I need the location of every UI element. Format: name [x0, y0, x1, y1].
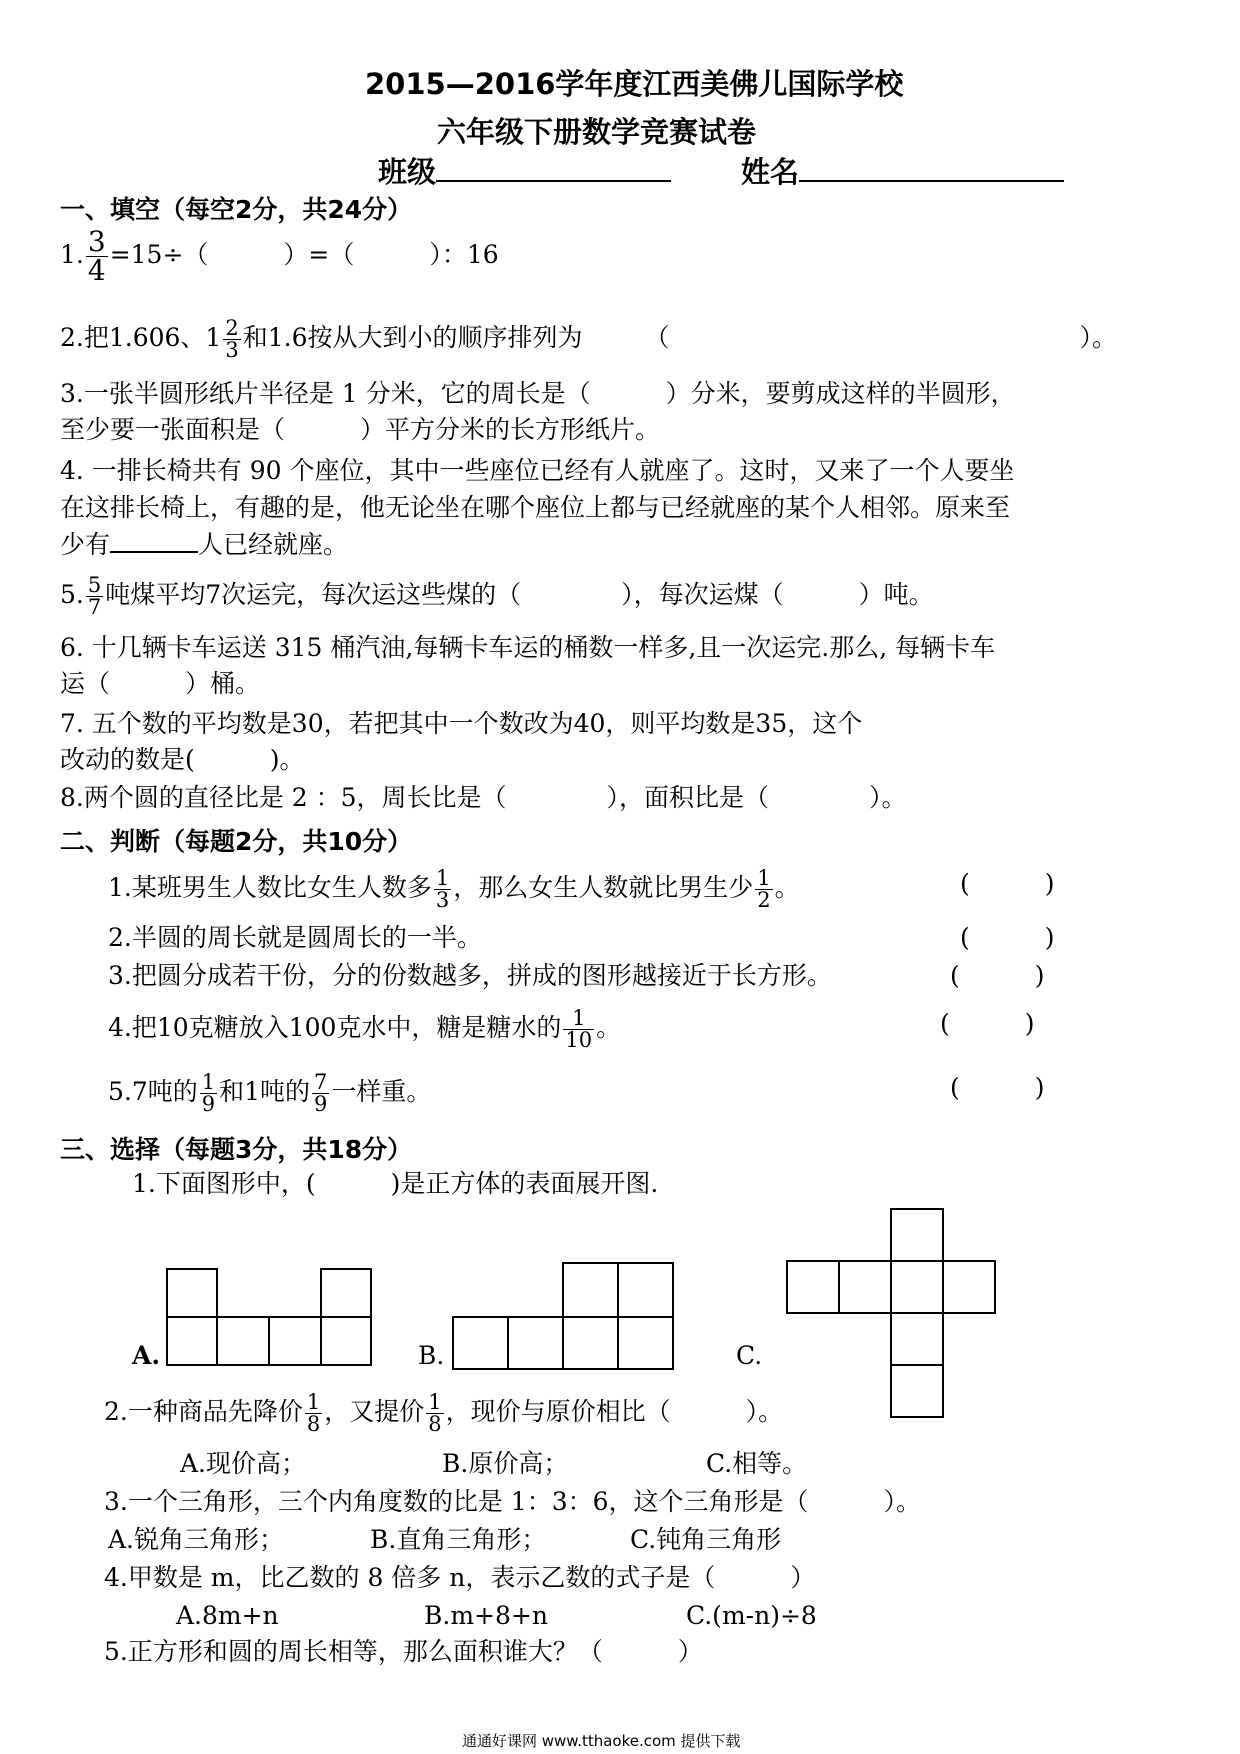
net-square	[890, 1260, 944, 1314]
net-square	[890, 1312, 944, 1366]
net-square	[786, 1260, 840, 1314]
fraction: $\frac{1}{2}$	[757, 866, 771, 912]
answer-blank[interactable]: （	[644, 323, 670, 352]
footer-source: 通通好课网 www.tthaoke.com 提供下载	[462, 1732, 741, 1750]
net-square	[562, 1316, 619, 1370]
fraction: $\frac{1}{8}$	[306, 1390, 321, 1436]
answer-blank[interactable]	[110, 551, 198, 553]
s1-q6-line2: 运（ ）桶。	[60, 669, 261, 698]
section1-title: 一、填空（每空2分，共24分）	[60, 195, 413, 224]
s2-q3: 3.把圆分成若干份，分的份数越多，拼成的图形越接近于长方形。	[108, 961, 832, 990]
class-label: 班级	[378, 155, 437, 189]
s1-q5: 5. $\frac{5}{7}$ 吨煤平均7次运完，每次运这些煤的（ ），每次运煤（ ）吨。	[60, 573, 934, 619]
s2-q2-answer[interactable]: ( )	[960, 923, 1055, 952]
s1-q4-line1: 4. 一排长椅共有 90 个座位，其中一些座位已经有人就座了。这时，又来了一个人要坐	[60, 456, 1015, 485]
section3-title: 三、选择（每题3分，共18分）	[60, 1135, 413, 1164]
s3-q5: 5.正方形和圆的周长相等，那么面积谁大？（ ）	[104, 1637, 703, 1666]
s1-q2: 2.把1.606、1 $\frac{2}{3}$ 和1.6按从大到小的顺序排列为 （ ）。	[60, 316, 1118, 362]
s3-q3: 3.一个三角形，三个内角度数的比是 1：3：6，这个三角形是（ ）。	[104, 1487, 922, 1516]
s2-q4-answer[interactable]: ( )	[940, 1009, 1035, 1038]
fraction: $\frac{1}{3}$	[435, 866, 450, 912]
s1-q1: 1. $\frac{3}{4}$ =15÷（ ）=（ ）：16	[60, 225, 499, 287]
exam-title-line2: 六年级下册数学竞赛试卷	[437, 115, 757, 149]
name-label: 姓名	[741, 155, 800, 189]
s3-q3-opt-a[interactable]: A.锐角三角形；	[108, 1525, 285, 1554]
s3-q1: 1.下面图形中，( )是正方体的表面展开图.	[132, 1169, 659, 1198]
s1-q7-line2: 改动的数是( )。	[60, 745, 305, 774]
net-square	[890, 1364, 944, 1418]
s3-q2-opt-a[interactable]: A.现价高；	[180, 1449, 307, 1478]
net-square	[507, 1316, 564, 1370]
class-field	[378, 150, 1064, 191]
fraction: $\frac{1}{9}$	[201, 1070, 216, 1116]
option-a-label[interactable]: A.	[132, 1341, 161, 1370]
net-square	[942, 1260, 996, 1314]
s3-q4: 4.甲数是 m，比乙数的 8 倍多 n，表示乙数的式子是（ ）	[104, 1563, 816, 1592]
s1-q4-line2: 在这排长椅上，有趣的是，他无论坐在哪个座位上都与已经就座的某个人相邻。原来至	[60, 493, 1011, 522]
exam-title-line1: 2015—2016学年度江西美佛儿国际学校	[365, 67, 904, 101]
s3-q4-opt-c[interactable]: C.(m-n)÷8	[686, 1601, 817, 1630]
fraction: $\frac{1}{10}$	[565, 1006, 593, 1052]
s3-q3-opt-b[interactable]: B.直角三角形；	[370, 1525, 547, 1554]
s2-q1: 1.某班男生人数比女生人数多 $\frac{1}{3}$ ，那么女生人数就比男生少 $\frac{1}{2}$ 。	[108, 866, 800, 912]
s3-q4-opt-b[interactable]: B.m+8+n	[424, 1601, 548, 1630]
fraction: $\frac{1}{8}$	[428, 1390, 442, 1436]
section2-title: 二、判断（每题2分，共10分）	[60, 827, 413, 856]
s1-q3-line1: 3.一张半圆形纸片半径是 1 分米，它的周长是（ ）分米，要剪成这样的半圆形，	[60, 379, 1016, 408]
s2-q5-answer[interactable]: ( )	[950, 1073, 1045, 1102]
s1-q4-line3: 少有 人已经就座。	[60, 530, 349, 559]
net-square	[562, 1262, 619, 1318]
net-square	[216, 1316, 270, 1366]
option-c-label[interactable]: C.	[736, 1341, 763, 1370]
s2-q2: 2.半圆的周长就是圆周长的一半。	[108, 923, 482, 952]
option-b-label[interactable]: B.	[418, 1341, 445, 1370]
s3-q2-opt-c[interactable]: C.相等。	[706, 1449, 808, 1478]
net-square	[617, 1262, 674, 1318]
net-square	[166, 1316, 218, 1366]
s1-q3-line2: 至少要一张面积是（ ）平方分米的长方形纸片。	[60, 415, 661, 444]
name-blank[interactable]	[799, 180, 1064, 182]
s3-q2-opt-b[interactable]: B.原价高；	[442, 1449, 569, 1478]
s1-q6-line1: 6. 十几辆卡车运送 315 桶汽油,每辆卡车运的桶数一样多,且一次运完.那么, 每辆卡车	[60, 633, 996, 662]
net-square	[838, 1260, 892, 1314]
net-square	[320, 1268, 372, 1318]
s2-q1-answer[interactable]: ( )	[960, 869, 1055, 898]
net-square	[452, 1316, 509, 1370]
s1-q7-line1: 7. 五个数的平均数是30，若把其中一个数改为40，则平均数是35，这个	[60, 709, 863, 738]
fraction: $\frac{3}{4}$	[87, 225, 106, 287]
s2-q3-answer[interactable]: ( )	[950, 961, 1045, 990]
fraction: $\frac{5}{7}$	[87, 573, 102, 619]
fraction: $\frac{7}{9}$	[314, 1070, 328, 1116]
s3-q3-opt-c[interactable]: C.钝角三角形	[630, 1525, 782, 1554]
net-square	[617, 1316, 674, 1370]
net-square	[166, 1268, 218, 1318]
s2-q4: 4.把10克糖放入100克水中，糖是糖水的 $\frac{1}{10}$ 。	[108, 1006, 622, 1052]
s2-q5: 5.7吨的 $\frac{1}{9}$ 和1吨的 $\frac{7}{9}$ 一样重。	[108, 1070, 432, 1116]
net-square	[268, 1316, 322, 1366]
s3-q4-opt-a[interactable]: A.8m+n	[176, 1601, 279, 1630]
s1-q8: 8.两个圆的直径比是 2 ：5，周长比是（ ），面积比是（ ）。	[60, 783, 907, 812]
fraction: $\frac{2}{3}$	[225, 316, 239, 362]
net-square	[890, 1208, 944, 1262]
net-square	[320, 1316, 372, 1366]
s3-q2: 2.一种商品先降价 $\frac{1}{8}$ ，又提价 $\frac{1}{8}$ ，现价与原价相比（ ）。	[104, 1390, 784, 1436]
class-blank[interactable]	[436, 180, 671, 182]
